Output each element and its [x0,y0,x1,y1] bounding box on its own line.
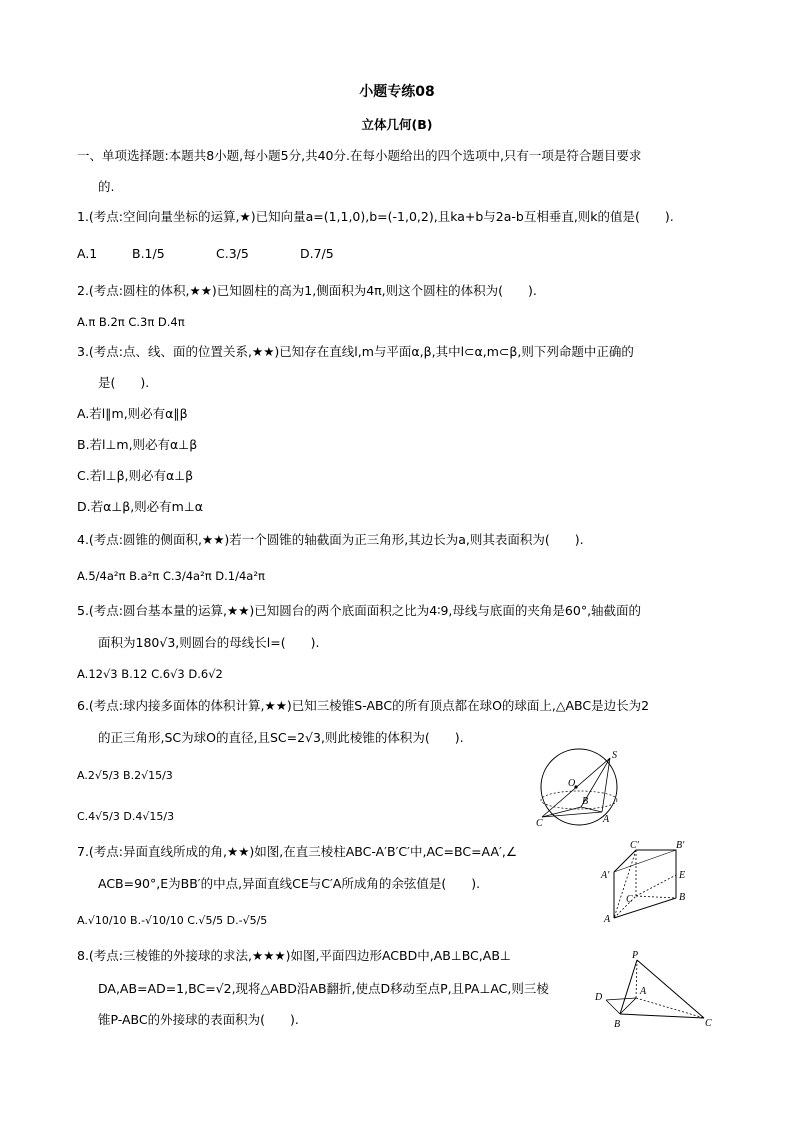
q6-sphere-figure [534,744,624,830]
q7-label-c: C [626,894,633,905]
q7-label-c-prime: C′ [630,840,639,851]
q7-label-e: E [679,870,686,881]
q5-stem-cont: 面积为180√3,则圆台的母线长l=( ). [98,635,320,650]
q7-options: A.√10/10 B.-√10/10 C.√5/5 D.-√5/5 [77,914,268,927]
q3-stem-cont: 是( ). [98,375,150,390]
q3-option-d: D.若α⊥β,则必有m⊥α [77,499,203,514]
q3-option-c: C.若l⊥β,则必有α⊥β [77,468,194,483]
q3-option-a: A.若l∥m,则必有α∥β [77,406,188,421]
q6-options-row1: A.2√5/3 B.2√15/3 [77,769,173,782]
section-heading: 一、单项选择题:本题共8小题,每小题5分,共40分.在每小题给出的四个选项中,只有一项是符合题目要求 [77,148,642,163]
page-subtitle: 立体几何(B) [361,117,433,132]
q8-pyramid-figure [592,948,714,1032]
q8-label-c: C [705,1018,712,1029]
q6-label-b: B [582,796,589,807]
q1-option-c: C.3/5 [216,246,249,261]
q7-label-a: A [604,914,611,925]
q6-label-s: S [612,750,617,761]
q8-stem-cont2: 锥P-ABC的外接球的表面积为( ). [98,1012,299,1027]
q6-options-row2: C.4√5/3 D.4√15/3 [77,810,175,823]
section-heading-cont: 的. [98,179,115,194]
q7-prism-figure [598,838,694,926]
q1-option-d: D.7/5 [300,246,334,261]
q8-label-p: P [632,950,639,961]
q4-options: A.5/4a²π B.a²π C.3/4a²π D.1/4a²π [77,569,265,583]
q8-stem-cont: DA,AB=AD=1,BC=√2,现将△ABD沿AB翻折,使点D移动至点P,且PA⊥AC,则三棱 [98,981,549,996]
q6-label-a: A [603,814,610,825]
q5-options: A.12√3 B.12 C.6√3 D.6√2 [77,667,223,681]
q2-options: A.π B.2π C.3π D.4π [77,315,185,329]
page-title: 小题专练08 [359,84,435,100]
q4-stem: 4.(考点:圆锥的侧面积,★★)若一个圆锥的轴截面为正三角形,其边长为a,则其表面积为( ). [77,532,584,547]
q8-stem: 8.(考点:三棱锥的外接球的求法,★★★)如图,平面四边形ACBD中,AB⊥BC,AB⊥ [77,948,511,963]
q3-option-b: B.若l⊥m,则必有α⊥β [77,437,198,452]
q3-stem: 3.(考点:点、线、面的位置关系,★★)已知存在直线l,m与平面α,β,其中l⊂α,m⊂β,则下列命题中正确的 [77,344,634,359]
q1-option-a: A.1 [77,246,98,261]
q6-stem-cont: 的正三角形,SC为球O的直径,且SC=2√3,则此棱锥的体积为( ). [98,730,464,745]
q6-label-c: C [536,818,543,829]
q7-label-a-prime: A′ [601,870,610,881]
q8-label-d: D [595,992,603,1003]
q7-stem: 7.(考点:异面直线所成的角,★★)如图,在直三棱柱ABC-A′B′C′中,AC=BC=AA′,∠ [77,844,518,859]
q5-stem: 5.(考点:圆台基本量的运算,★★)已知圆台的两个底面面积之比为4∶9,母线与底面的夹角是60°,轴截面的 [77,603,642,618]
q6-label-o: O [568,778,576,789]
q8-label-b: B [614,1019,621,1030]
q7-label-b-prime: B′ [676,840,685,851]
q6-stem: 6.(考点:球内接多面体的体积计算,★★)已知三棱锥S-ABC的所有顶点都在球O的球面上,△ABC是边长为2 [77,698,650,713]
q1-option-b: B.1/5 [132,246,165,261]
q8-label-a: A [640,986,647,997]
q1-stem: 1.(考点:空间向量坐标的运算,★)已知向量a=(1,1,0),b=(-1,0,2),且ka+b与2a-b互相垂直,则k的值是( ). [77,209,674,224]
q2-stem: 2.(考点:圆柱的体积,★★)已知圆柱的高为1,侧面积为4π,则这个圆柱的体积为( ). [77,283,537,298]
q7-label-b: B [679,892,686,903]
q7-stem-cont: ACB=90°,E为BB′的中点,异面直线CE与C′A所成角的余弦值是( ). [98,876,481,891]
